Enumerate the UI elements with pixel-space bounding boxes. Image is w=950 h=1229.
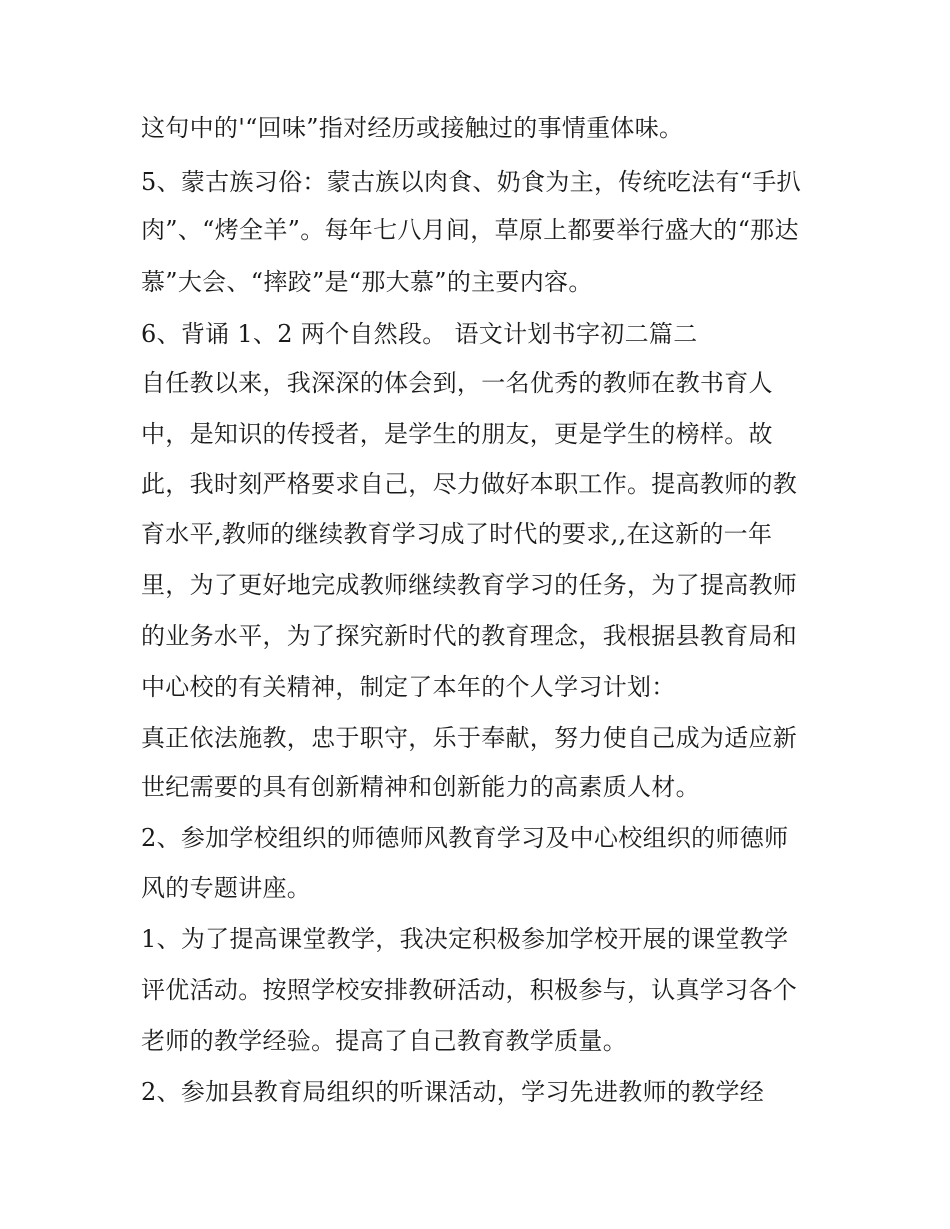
text-line: 里，为了更好地完成教师继续教育学习的任务，为了提高教师 xyxy=(141,571,798,599)
text-line: 1、为了提高课堂教学，我决定积极参加学校开展的课堂教学 xyxy=(141,925,789,953)
text-line: 肉”、“烤全羊”。每年七八月间，草原上都要举行盛大的“那达 xyxy=(141,216,799,244)
text-line: 2、参加县教育局组织的听课活动，学习先进教师的教学经 xyxy=(141,1078,765,1106)
text-line: 2、参加学校组织的师德师风教育学习及中心校组织的师德师 xyxy=(141,824,789,852)
text-line: 中心校的有关精神，制定了本年的个人学习计划： xyxy=(141,673,676,701)
text-line: 世纪需要的具有创新精神和创新能力的高素质人材。 xyxy=(141,773,700,801)
text-line: 的业务水平，为了探究新时代的教育理念，我根据县教育局和 xyxy=(141,622,798,650)
text-line: 此，我时刻严格要求自己，尽力做好本职工作。提高教师的教 xyxy=(141,470,798,498)
text-line: 慕”大会、“摔跤”是“那大慕”的主要内容。 xyxy=(141,268,593,296)
text-line: 5、蒙古族习俗：蒙古族以肉食、奶食为主，传统吃法有“手扒 xyxy=(141,168,801,196)
text-line: 中，是知识的传授者，是学生的朋友，更是学生的榜样。故 xyxy=(141,420,773,448)
text-line: 风的专题讲座。 xyxy=(141,874,312,902)
text-line: 自任教以来，我深深的体会到，一名优秀的教师在教书育人 xyxy=(141,369,773,397)
text-line: 育水平,教师的继续教育学习成了时代的要求,,在这新的一年 xyxy=(141,520,773,548)
text-line: 6、背诵 1、2 两个自然段。 语文计划书字初二篇二 xyxy=(141,320,698,348)
text-line: 评优活动。按照学校安排教研活动，积极参与，认真学习各个 xyxy=(141,976,798,1004)
text-line: 真正依法施教，忠于职守，乐于奉献，努力使自己成为适应新 xyxy=(141,724,798,752)
text-line: 老师的教学经验。提高了自己教育教学质量。 xyxy=(141,1027,627,1055)
text-line: 这句中的'“回味”指对经历或接触过的事情重体味。 xyxy=(141,114,684,142)
